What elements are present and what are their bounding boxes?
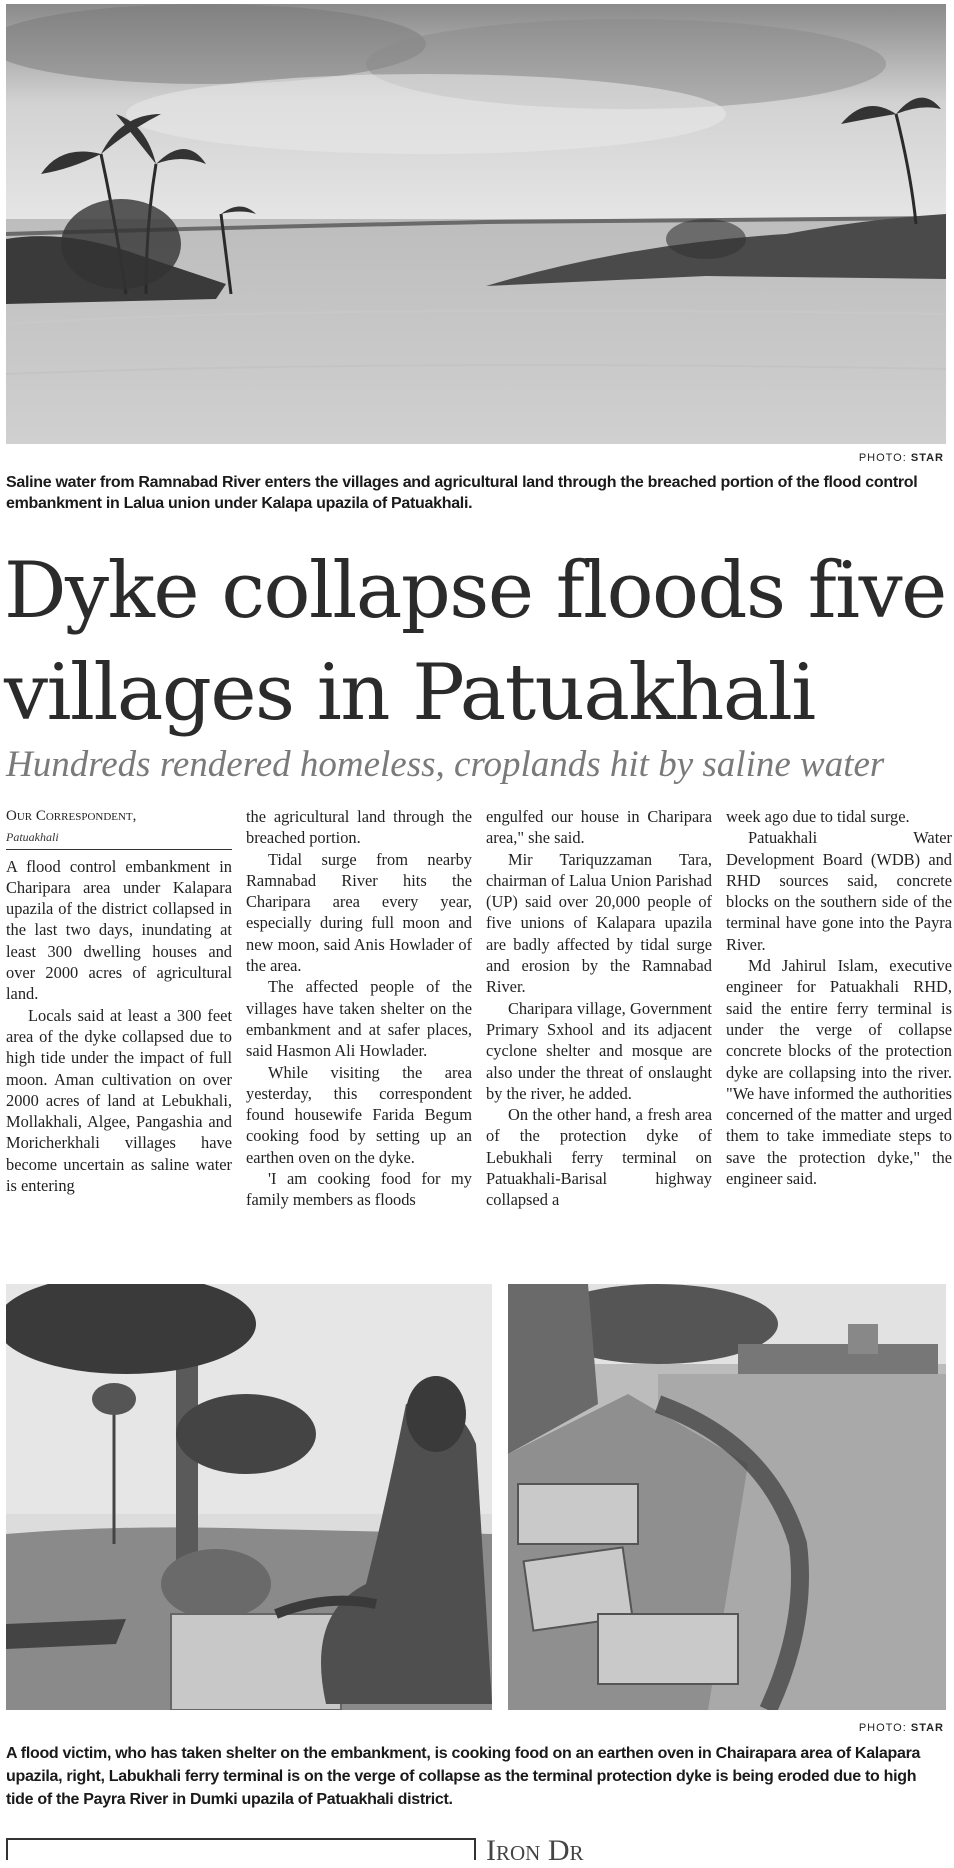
article-paragraph: The affected people of the villages have taken shelter on the embankment and at safer places, said Hasmon Ali Howlader.	[246, 977, 472, 1061]
bottom-photo-caption: A flood victim, who has taken shelter on the embankment, is cooking food on an earthen oven in Chairapara area of Kalapara upazila, right, Labukhali ferry terminal is on the verge of collapse as the terminal protection dyke is being eroded due to high tide of the Payra River in Dumki upazila of Patuakhali district.	[6, 1745, 921, 1808]
subheadline: Hundreds rendered homeless, croplands hit by saline water	[6, 744, 885, 785]
bottom-photo-credit	[859, 1722, 944, 1734]
credit-prefix: PHOTO:	[858, 1722, 907, 1734]
article-paragraph: Locals said at least a 300 feet area of the dyke collapsed due to high tide under the impact of full moon. Aman cultivation on over 2000 acres of land at Lebukhali, Mollakhali, Algee, Pangashia and Moricherkhali villages have become uncertain as saline water is entering	[6, 1005, 232, 1196]
article-paragraph: Tidal surge from nearby Ramnabad River hits the Charipara area every year, especially during full moon and new moon, said Anis Howlader of the area.	[246, 849, 472, 976]
woman-cooking-photo-icon	[6, 1284, 492, 1710]
bottom-right-photo	[508, 1284, 946, 1710]
article-paragraph: Md Jahirul Islam, executive engineer for Patuakhali RHD, said the entire ferry terminal is under the verge of collapse concrete blocks of the protection dyke are collapsing into the river. "We have informed the authorities concerned of the matter and urged them to take immediate steps to save the protection dyke," the engineer said.	[726, 956, 952, 1189]
column-4-body	[726, 806, 952, 1189]
top-photo	[6, 4, 946, 444]
article-paragraph: week ago due to tidal surge.	[726, 807, 910, 826]
article-column-2	[246, 806, 472, 1211]
dateline: Patuakhali	[6, 830, 59, 845]
column-2-body	[246, 806, 472, 1211]
top-photo-credit	[859, 452, 944, 464]
headline-line-1: Dyke collapse floods five	[4, 546, 946, 636]
top-photo-caption: Saline water from Ramnabad River enters the villages and agricultural land through the breached portion of the flood control embankment in Lalua union under Kalapa upazila of Patuakhali.	[6, 474, 918, 512]
article-paragraph: 'I am cooking food for my family members as floods	[246, 1169, 472, 1210]
article-column-3	[486, 806, 712, 1211]
article-paragraph: Mir Tariquzzaman Tara, chairman of Lalua Union Parishad (UP) said over 20,000 people of five unions of Kalapara upazila are badly affected by tidal surge and erosion by the Ramnabad River.	[486, 849, 712, 997]
article-paragraph: A flood control embankment in Charipara area under Kalapara upazila of the district collapsed in the last two days, inundating at least 300 dwelling houses and over 2000 acres of agricultural land.	[6, 856, 232, 1004]
article-paragraph: On the other hand, a fresh area of the protection dyke of Lebukhali ferry terminal on Patuakhali-Barisal highway collapsed a	[486, 1105, 712, 1210]
bottom-left-photo	[6, 1284, 492, 1710]
credit-source: STAR	[910, 1722, 944, 1734]
flooded-riverbank-photo-icon	[6, 4, 946, 444]
article-paragraph: While visiting the area yesterday, this correspondent found housewife Farida Begum cooking food by setting up an earthen oven on the dyke.	[246, 1062, 472, 1167]
article-column-4	[726, 806, 952, 1189]
article-column-1	[6, 806, 232, 1196]
headline	[4, 540, 950, 744]
article-paragraph: Patuakhali Water Development Board (WDB) and RHD sources said, concrete blocks on the southern side of the terminal have gone into the Payra River.	[726, 828, 952, 954]
column-3-body	[486, 806, 712, 1211]
byline: Our Correspondent,	[6, 808, 137, 824]
column-1-body	[6, 856, 232, 1197]
eroded-ferry-terminal-photo-icon	[508, 1284, 946, 1710]
credit-source: STAR	[910, 452, 944, 464]
article-paragraph: Charipara village, Government Primary Sxhool and its adjacent cyclone shelter and mosque are also under the threat of onslaught by the river, he added.	[486, 998, 712, 1103]
byline-rule	[6, 849, 232, 850]
article-paragraph: the agricultural land through the breached portion.	[246, 807, 472, 848]
adjacent-story-teaser: Iron Dr	[486, 1834, 584, 1867]
adjacent-story-box	[6, 1838, 476, 1860]
credit-prefix: PHOTO:	[858, 452, 907, 464]
headline-line-2: villages in Patuakhali	[4, 648, 815, 738]
article-paragraph: engulfed our house in Charipara area," she said.	[486, 807, 712, 848]
